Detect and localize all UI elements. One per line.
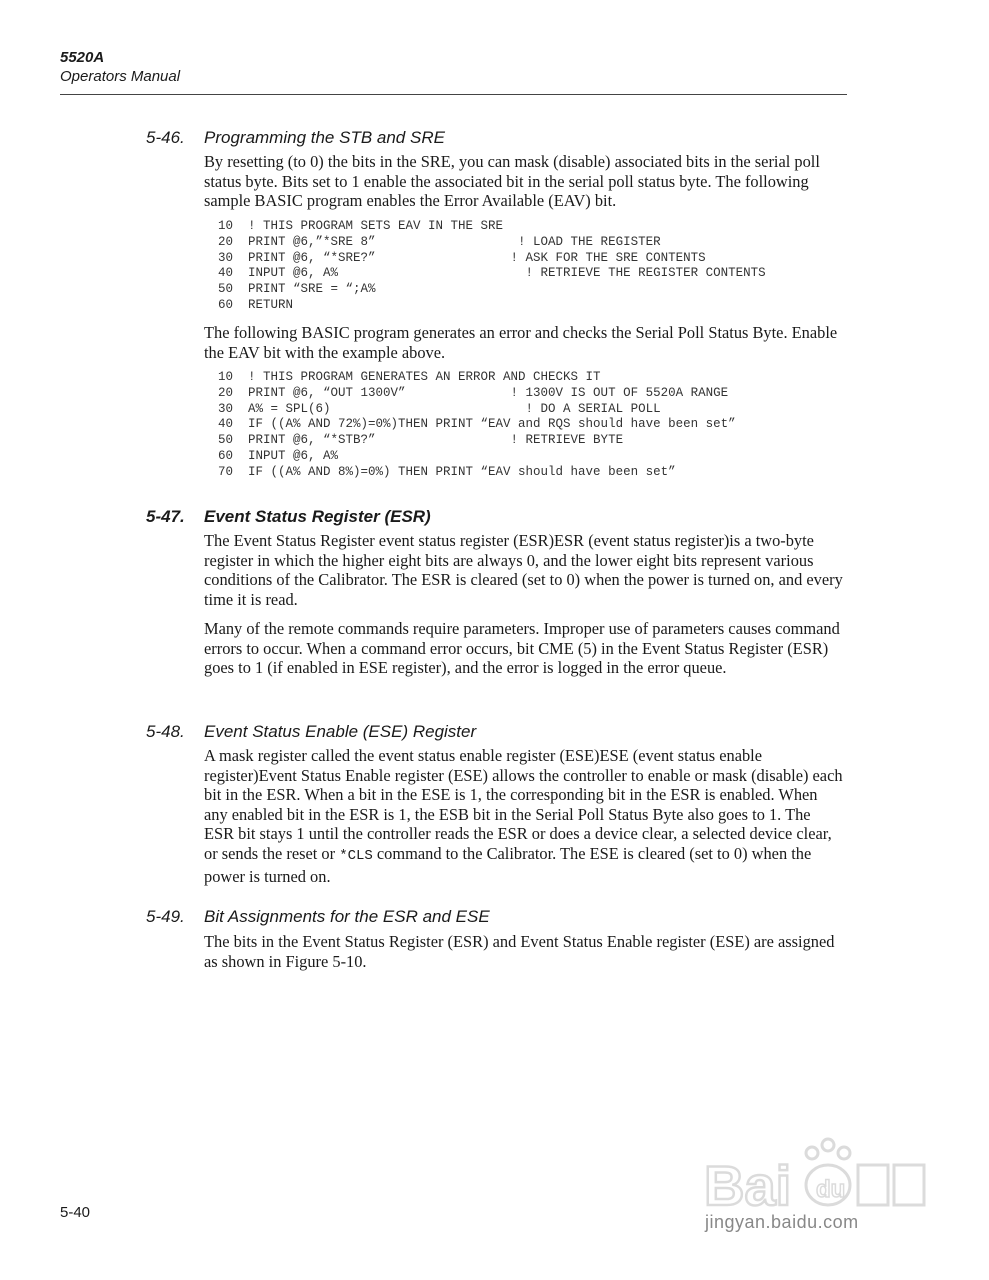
paragraph-text: command to the Calibrator. The ESE is cleared (set to 0) when the power is turned on. [204,843,812,886]
section-5-46-paragraph-1: By resetting (to 0) the bits in the SRE, you can mask (disable) associated bits in the serial poll status byte. Bits set to 1 enable the associated bit in the serial poll status byte. The following sample BASIC program enables the Error Available (EAV) bit. [204,152,820,211]
section-number: 5-49. [146,907,185,926]
header-rule [60,94,847,95]
section-title: Bit Assignments for the ESR and ESE [204,907,490,926]
section-5-46-heading [146,128,445,148]
code-listing-sre: 10 ! THIS PROGRAM SETS EAV IN THE SRE 20 PRINT @6,”*SRE 8” ! LOAD THE REGISTER 30 PRINT @6, “*SRE?” ! ASK FOR THE SRE CONTENTS 40 INPUT @6, A% ! RETRIEVE THE REGISTER CONTENTS 50 PRINT “SRE = “;A% 60 RETURN [218,219,766,312]
watermark-url: jingyan.baidu.com [705,1212,859,1232]
header-model: 5520A [60,49,105,66]
section-5-49-paragraph-1: The bits in the Event Status Register (ESR) and Event Status Enable register (ESE) are assigned as shown in Figure 5-10. [204,932,835,971]
section-number: 5-48. [146,722,185,741]
header-subtitle: Operators Manual [60,68,181,85]
code-listing-error-check: 10 ! THIS PROGRAM GENERATES AN ERROR AND CHECKS IT 20 PRINT @6, “OUT 1300V” ! 1300V IS OUT OF 5520A RANGE 30 A% = SPL(6) ! DO A SERIAL POLL 40 IF ((A% AND 72%)=0%)THEN PRINT “EAV and RQS should have been set” 50 PRINT @6, “*STB?” ! RETRIEVE BYTE 60 INPUT @6, A% 70 IF ((A% AND 8%)=0%) THEN PRINT “EAV should have been set” [218,370,736,479]
svg-text:du: du [816,1176,846,1203]
section-5-48-paragraph-1 [204,746,844,886]
section-5-49-heading [146,907,490,927]
section-title: Event Status Enable (ESE) Register [204,722,477,741]
page-header [60,48,180,86]
page-number: 5-40 [60,1204,91,1221]
paragraph-text: A mask register called the event status enable register (ESE)ESE (event status enable register)Event Status Enable register (ESE) allows the controller to enable or mask (disable) each bit in the ESR. When a bit in the ESE is 1, the corresponding bit in the ESR is enabled. When any enabled bit in the ESR is 1, the ESB bit in the Serial Poll Status Byte also goes to 1. The ESR bit stays 1 until the controller reads the ESR or does a device clear, a selected device clear, or sends the reset or [204,746,843,863]
section-5-47-paragraph-1: The Event Status Register event status register (ESR)ESR (event status register)is a two-byte register in which the higher eight bits are always 0, and the lower eight bits represent various conditions of the Calibrator. The ESR is cleared (set to 0) when the power is turned on, and every time it is read. [204,531,843,609]
section-5-47-heading [146,507,431,527]
section-title: Programming the STB and SRE [204,128,445,147]
cls-command-code: *CLS [339,847,373,864]
section-number: 5-46. [146,128,185,147]
section-number: 5-47. [146,507,185,526]
section-5-48-heading [146,722,476,742]
svg-text:Bai: Bai [704,1154,792,1217]
section-title: Event Status Register (ESR) [204,507,431,526]
section-5-47-paragraph-2: Many of the remote commands require parameters. Improper use of parameters causes command errors to occur. When a command error occurs, bit CME (5) in the Event Status Register (ESR) goes to 1 (if enabled in ESE register), and the error is logged in the error queue. [204,619,840,678]
section-5-46-paragraph-2: The following BASIC program generates an error and checks the Serial Poll Status Byte. Enable the EAV bit with the example above. [204,323,838,362]
